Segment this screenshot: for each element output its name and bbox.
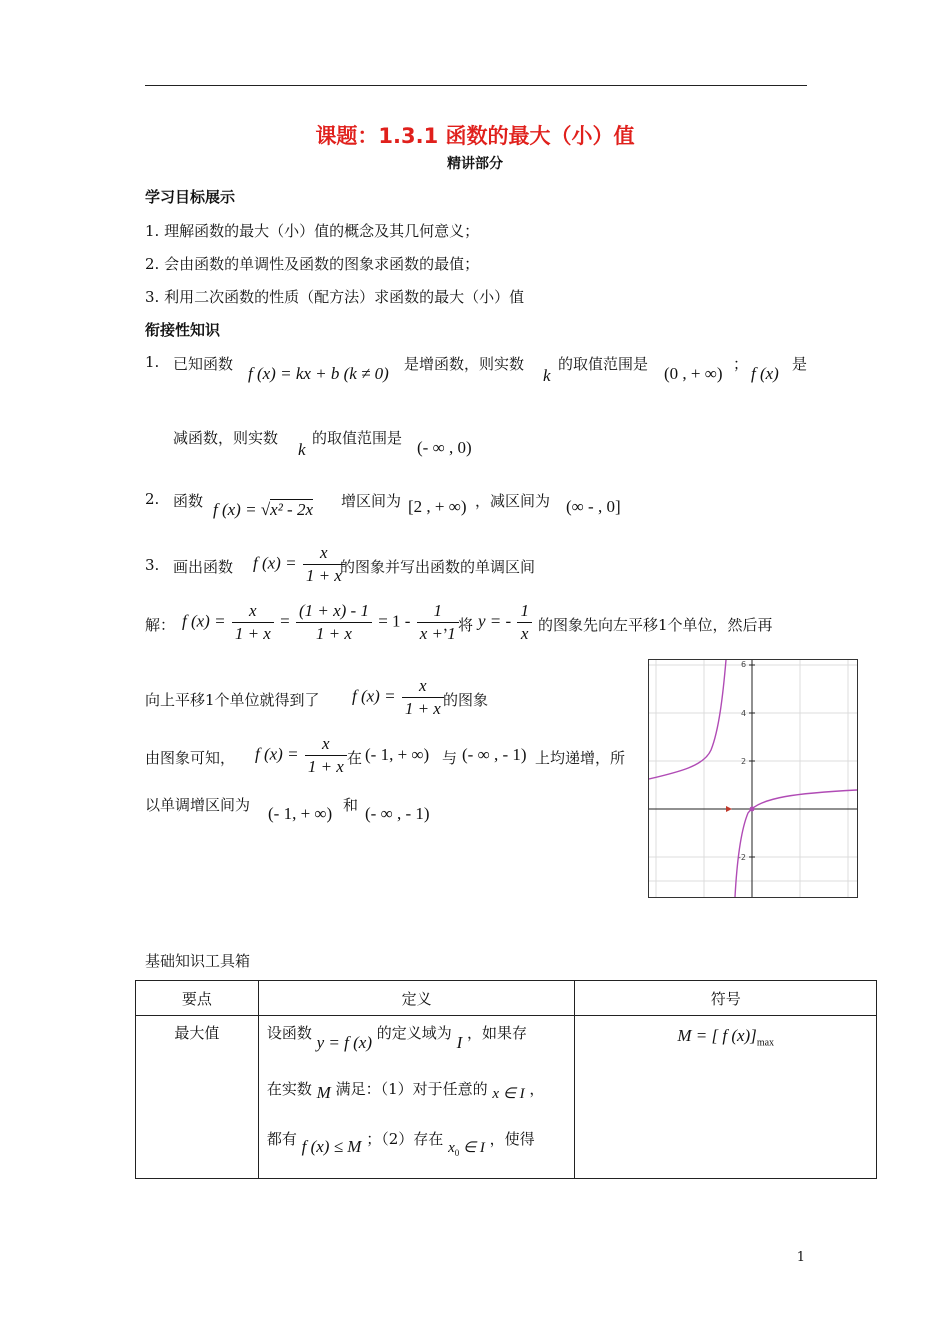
graph-grid <box>649 660 857 897</box>
def-3c: ，使得 <box>489 1130 535 1148</box>
page-subtitle: 精讲部分 <box>447 156 503 172</box>
row-symbol <box>575 1016 877 1179</box>
q1-text-e: 减函数，则实数 <box>173 429 279 447</box>
sol-frac-4 <box>517 600 532 645</box>
def-2c: ， <box>529 1080 545 1098</box>
def-line-2 <box>259 1072 575 1106</box>
sol-interval-4: (- ∞ , - 1) <box>365 804 430 823</box>
goal-item-3: 3. 利用二次函数的性质（配方法）求函数的最大（小）值 <box>145 288 525 306</box>
q3-text-a: 画出函数 <box>173 558 234 576</box>
q3-denominator: 1 + x <box>305 566 342 585</box>
graph-axes <box>649 660 857 897</box>
def-1c: ，如果存 <box>467 1024 528 1042</box>
def-line-1 <box>259 1016 575 1050</box>
goal-item-1: 1. 理解函数的最大（小）值的概念及其几何意义； <box>145 222 480 240</box>
sol-frac-1 <box>232 600 274 645</box>
q2-text-c: ，减区间为 <box>475 492 551 510</box>
q1-number: 1. <box>145 353 160 371</box>
bridge-heading: 衔接性知识 <box>145 321 221 339</box>
sol-text-10: 和 <box>343 796 359 814</box>
def-2M: M <box>316 1083 331 1102</box>
header-symbol: 符号 <box>575 981 877 1016</box>
q2-radicand: x² - 2x <box>270 500 314 519</box>
q1-text-b: 是增函数，则实数 <box>404 355 525 373</box>
sol-frac-4-num: 1 <box>517 600 532 623</box>
q3-numerator: x <box>303 542 345 565</box>
table-row <box>136 1016 877 1179</box>
sol-interval-1: (- 1, + ∞) <box>365 745 430 764</box>
q1-text-f: 的取值范围是 <box>312 429 403 447</box>
sol-fx: f (x) = <box>182 611 226 631</box>
y-tick-4: 4 <box>741 709 747 718</box>
def-3x-sub: 0 <box>454 1148 460 1158</box>
sol-frac-5 <box>402 675 444 720</box>
sol-text-2: 的图象先向左平移1个单位，然后再 <box>538 616 773 634</box>
table-header-row <box>136 981 877 1016</box>
sol-frac-3-den: x + 1 <box>419 624 456 643</box>
y-tick-2: 2 <box>741 757 747 766</box>
q1-text-c: 的取值范围是 <box>558 355 649 373</box>
row-key: 最大值 <box>174 1024 220 1042</box>
q1-range-2: (- ∞ , 0) <box>417 438 472 457</box>
q3-fraction <box>303 542 345 587</box>
q3-function <box>253 542 347 587</box>
sol-text-1: ，将 <box>443 616 474 634</box>
def-line-3 <box>259 1122 575 1156</box>
sol-eq: = <box>280 611 290 631</box>
q1-text-d: 是 <box>792 355 808 373</box>
sol-frac-6 <box>305 733 347 778</box>
q3-fx: f (x) = <box>253 553 297 573</box>
sol-f4-fx: f (x) = <box>255 744 299 764</box>
sol-frac-1-num: x <box>232 600 274 623</box>
solution-label: 解： <box>145 616 176 634</box>
symbol-expr: M = [ f (x)] <box>677 1026 757 1045</box>
q1-text-a: 已知函数 <box>173 355 234 373</box>
sol-f3-fx: f (x) = <box>352 686 396 706</box>
def-2x: x ∈ I <box>492 1086 525 1102</box>
q2-function <box>213 500 313 520</box>
def-1a: 设函数 <box>266 1024 312 1042</box>
q2-fx: f (x) = <box>213 500 257 519</box>
q1-k: k <box>543 366 551 385</box>
sol-frac-5-num: x <box>402 675 444 698</box>
page-title: 课题：1.3.1 函数的最大（小）值 <box>315 124 635 148</box>
sol-eq-2: = 1 - <box>378 611 411 631</box>
def-1I: I <box>456 1033 463 1052</box>
q2-text-a: 函数 <box>173 492 204 510</box>
page-number: 1 <box>796 1250 805 1265</box>
header-definition: 定义 <box>258 981 575 1016</box>
def-2a: 在实数 <box>266 1080 312 1098</box>
q3-text-b: 的图象并写出函数的单调区间 <box>340 558 536 576</box>
q1-fx: f (x) <box>751 364 779 383</box>
sol-f3 <box>352 675 446 720</box>
sol-text-9: 以单调增区间为 <box>145 796 251 814</box>
sol-interval-2: (- ∞ , - 1) <box>462 745 527 764</box>
def-3b: ；（2）存在 <box>366 1130 444 1148</box>
def-3x <box>448 1140 485 1156</box>
y-tick-neg2: -2 <box>738 853 746 862</box>
sol-interval-3: (- 1, + ∞) <box>268 804 333 823</box>
def-1f: y = f (x) <box>316 1033 372 1052</box>
sol-y: y = - <box>478 611 512 631</box>
def-1b: 的定义域为 <box>376 1024 452 1042</box>
solution-equation <box>182 600 461 645</box>
goal-item-2: 2. 会由函数的单调性及函数的图象求函数的最值； <box>145 255 480 273</box>
sol-frac-2-num: (1 + x) - 1 <box>296 600 372 623</box>
toolbox-caption: 基础知识工具箱 <box>145 952 251 970</box>
sol-frac-6-den: 1 + x <box>307 757 344 776</box>
sol-frac-1-den: 1 + x <box>234 624 271 643</box>
sol-frac-4-den: x <box>520 624 529 643</box>
goals-heading: 学习目标展示 <box>145 188 236 206</box>
symbol-max <box>575 1016 876 1048</box>
q1-range-1: (0 , + ∞) <box>664 364 723 383</box>
knowledge-table <box>135 980 877 1179</box>
sol-frac-2 <box>296 600 372 645</box>
header-rule <box>145 85 807 86</box>
q2-range-1: [2 , + ∞) <box>408 497 467 516</box>
sol-text-6: 在 <box>347 749 363 767</box>
def-2b: 满足：（1）对于任意的 <box>335 1080 488 1098</box>
radical-icon: √ <box>260 500 271 519</box>
q3-number: 3. <box>145 556 160 574</box>
def-3x-var: x <box>448 1140 455 1156</box>
sol-frac-6-num: x <box>305 733 347 756</box>
q2-number: 2. <box>145 490 160 508</box>
sol-frac-5-den: 1 + x <box>404 699 441 718</box>
q1-k2: k <box>298 440 306 459</box>
sol-y-equation <box>478 600 534 645</box>
function-graph <box>648 659 858 898</box>
arrow-marker-icon <box>726 806 732 812</box>
graph-svg <box>649 660 857 897</box>
row-definition <box>258 1016 575 1179</box>
header-key: 要点 <box>136 981 259 1016</box>
sol-f4 <box>255 733 349 778</box>
symbol-sub: max <box>756 1037 775 1049</box>
sol-text-8: 上均递增，所 <box>535 749 626 767</box>
origin-point <box>750 807 755 812</box>
sol-text-7: 与 <box>442 749 458 767</box>
q1-semicolon: ； <box>733 355 749 373</box>
q2-text-b: 增区间为 <box>341 492 402 510</box>
q2-range-2: (∞ - , 0] <box>566 497 621 516</box>
def-3a: 都有 <box>266 1130 297 1148</box>
sol-text-4: 的图象 <box>443 691 489 709</box>
def-3f: f (x) ≤ M <box>301 1137 362 1156</box>
sol-frac-2-den: 1 + x <box>315 624 352 643</box>
q1-function: f (x) = kx + b (k ≠ 0) <box>248 364 389 383</box>
def-3x-in: ∈ I <box>463 1140 485 1156</box>
sol-text-3: 向上平移1个单位就得到了 <box>145 691 320 709</box>
y-tick-6: 6 <box>741 660 747 669</box>
sol-text-5: 由图象可知， <box>145 749 236 767</box>
sol-frac-3-num: 1 <box>417 600 459 623</box>
